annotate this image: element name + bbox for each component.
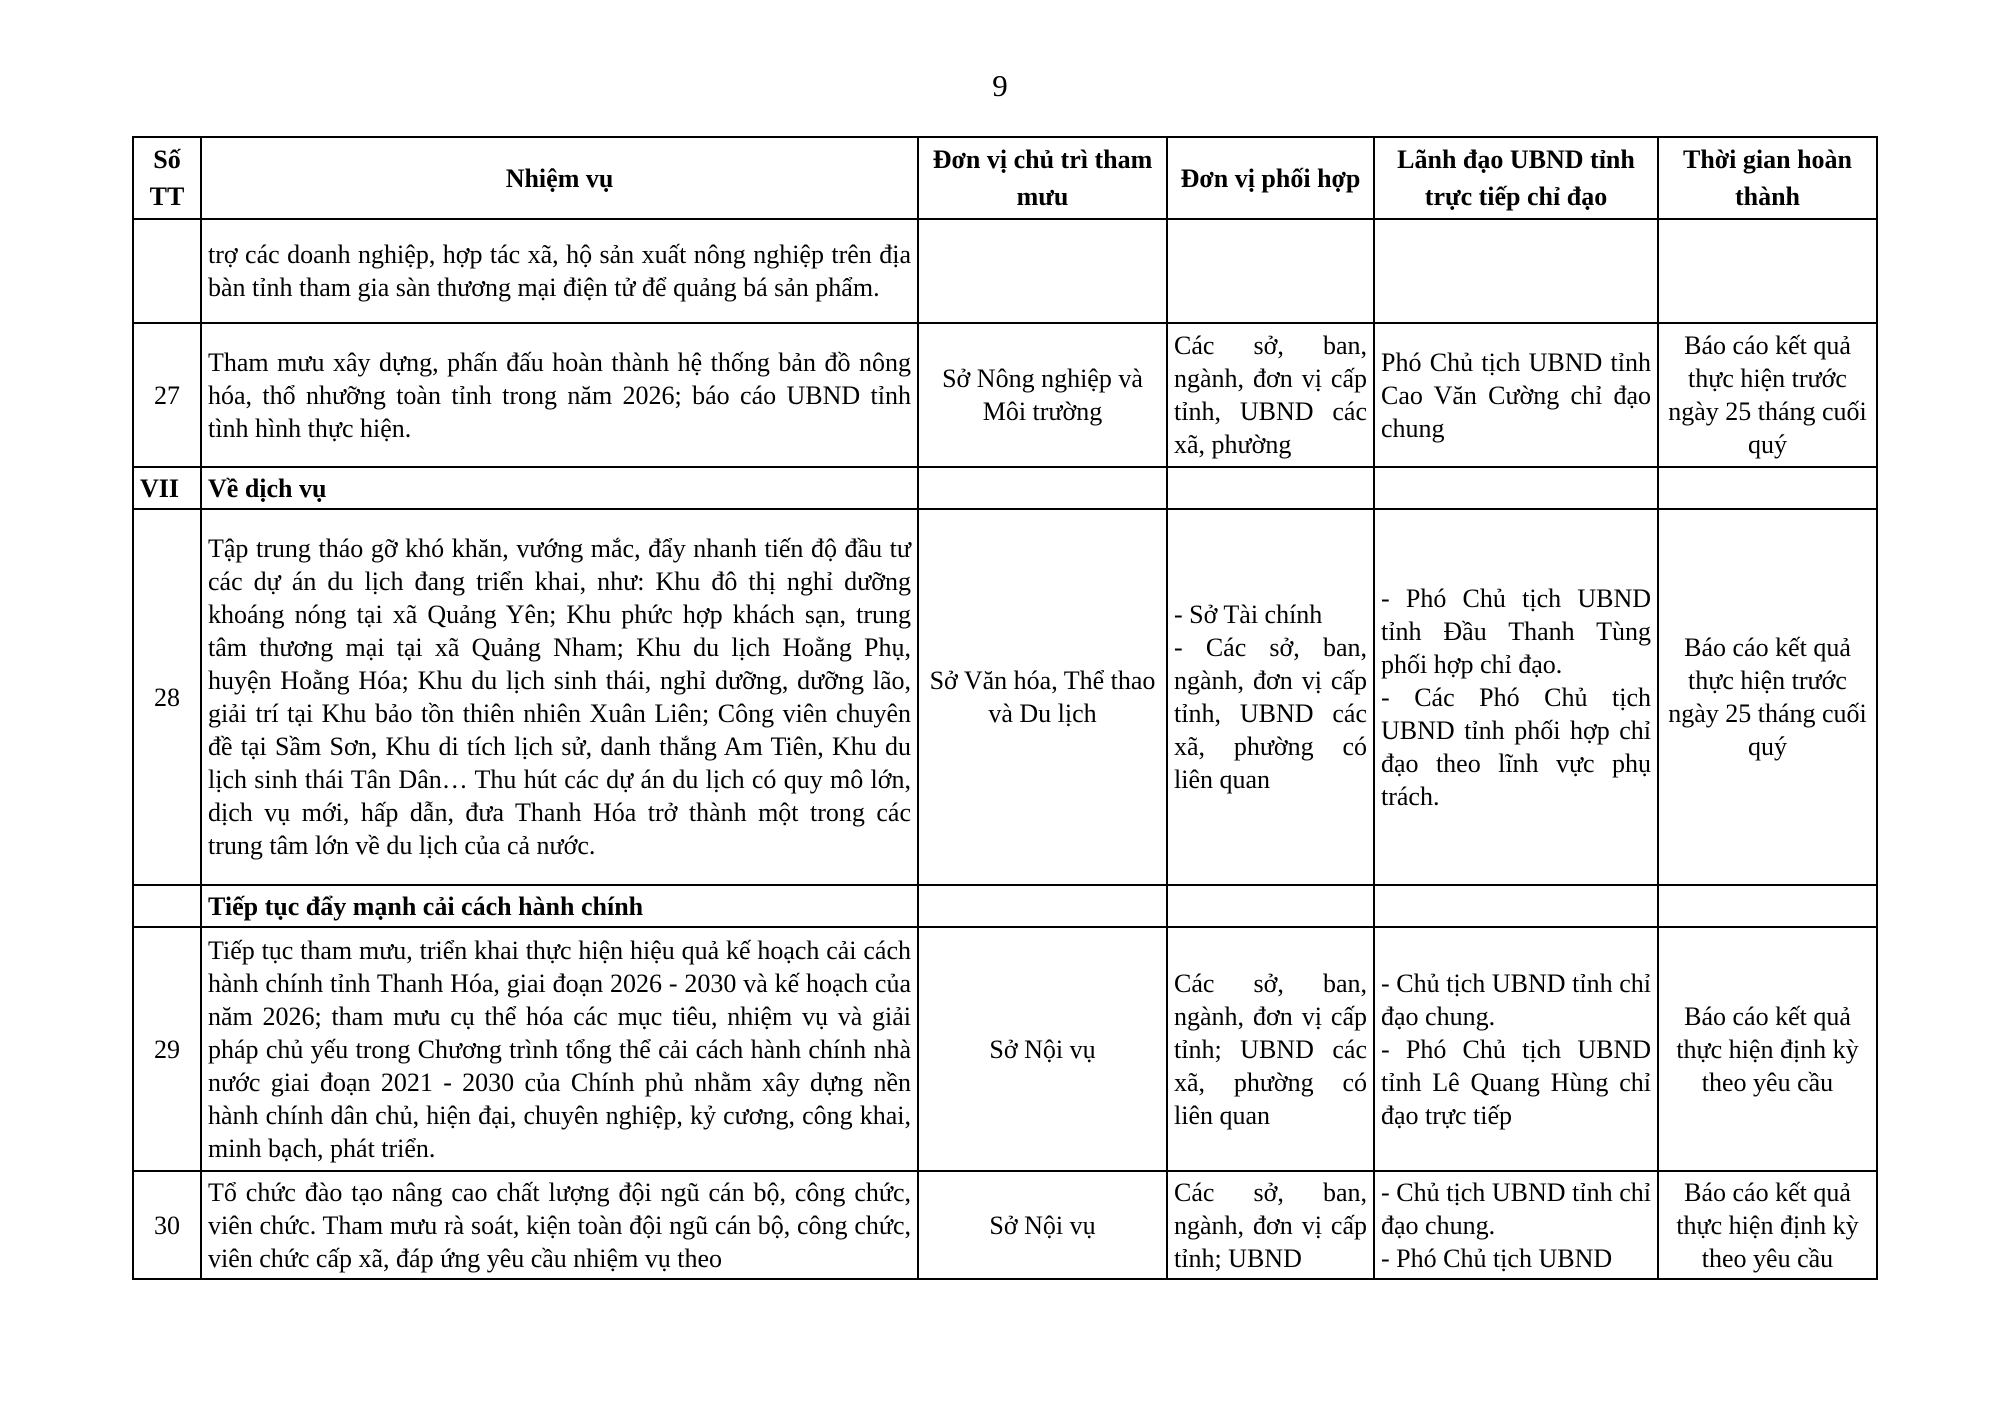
cell-lead: [1374, 927, 1658, 1171]
cell-coord: Các sở, ban, ngành, đơn vị cấp tỉnh, UBND các xã, phường: [1167, 323, 1374, 467]
table-row-continuation: [133, 219, 1877, 323]
cell-task: Tổ chức đào tạo nâng cao chất lượng đội ngũ cán bộ, công chức, viên chức. Tham mưu rà soát, kiện toàn đội ngũ cán bộ, công chức, viên chức cấp xã, đáp ứng yêu cầu nhiệm vụ theo: [201, 1171, 918, 1279]
coord-line-2: - Các sở, ban, ngành, đơn vị cấp tỉnh, UBND các xã, phường có liên quan: [1174, 633, 1367, 794]
cell-empty: [133, 885, 201, 927]
lead-line-1: - Chủ tịch UBND tỉnh chỉ đạo chung.: [1381, 968, 1651, 1031]
cell-empty: [1658, 467, 1877, 509]
page-number: 9: [992, 68, 1008, 103]
table-header-row: [133, 137, 1877, 219]
section-title: Về dịch vụ: [201, 467, 918, 509]
cell-task: Tập trung tháo gỡ khó khăn, vướng mắc, đẩy nhanh tiến độ đầu tư các dự án du lịch đang triển khai, như: Khu đô thị nghỉ dưỡng khoáng nóng tại xã Quảng Yên; Khu phức hợp khách sạn, trung tâm thương mại tại xã Quảng Nham; Khu du lịch Hoằng Phụ, huyện Hoằng Hóa; Khu du lịch sinh thái, nghỉ dưỡng, dưỡng lão, giải trí tại Khu bảo tồn thiên nhiên Xuân Liên; Công viên chuyên đề tại Sầm Sơn, Khu di tích lịch sử, danh thắng Am Tiên, Khu du lịch sinh thái Tân Dân… Thu hút các dự án du lịch có quy mô lớn, dịch vụ mới, hấp dẫn, đưa Thanh Hóa trở thành một trong các trung tâm lớn về du lịch của cả nước.: [201, 509, 918, 885]
cell-coord: [1167, 509, 1374, 885]
cell-time: Báo cáo kết quả thực hiện trước ngày 25 tháng cuối quý: [1658, 323, 1877, 467]
section-number: VII: [133, 467, 201, 509]
task-table: [132, 136, 1878, 1280]
cell-empty: [918, 885, 1167, 927]
cell-empty: [1374, 467, 1658, 509]
header-don-vi-phoi-hop: Đơn vị phối hợp: [1167, 137, 1374, 219]
lead-line-2: - Phó Chủ tịch UBND: [1381, 1243, 1613, 1273]
cell-time: Báo cáo kết quả thực hiện định kỳ theo yêu cầu: [1658, 1171, 1877, 1279]
lead-line-1: - Chủ tịch UBND tỉnh chỉ đạo chung.: [1381, 1177, 1651, 1240]
header-don-vi-chu-tri: Đơn vị chủ trì tham mưu: [918, 137, 1167, 219]
subsection-title: Tiếp tục đẩy mạnh cải cách hành chính: [201, 885, 918, 927]
cell-coord: Các sở, ban, ngành, đơn vị cấp tỉnh; UBND các xã, phường có liên quan: [1167, 927, 1374, 1171]
cell-time: Báo cáo kết quả thực hiện định kỳ theo yêu cầu: [1658, 927, 1877, 1171]
cell-num: 28: [133, 509, 201, 885]
cell-empty: [1374, 885, 1658, 927]
cell-empty: [918, 467, 1167, 509]
cell-unit: Sở Nông nghiệp và Môi trường: [918, 323, 1167, 467]
cell-num: [133, 219, 201, 323]
lead-line-2: - Phó Chủ tịch UBND tỉnh Lê Quang Hùng chỉ đạo trực tiếp: [1381, 1034, 1651, 1130]
subsection-row: [133, 885, 1877, 927]
lead-line-1: - Phó Chủ tịch UBND tỉnh Đầu Thanh Tùng phối hợp chỉ đạo.: [1381, 583, 1651, 679]
table-row-27: [133, 323, 1877, 467]
lead-line-2: - Các Phó Chủ tịch UBND tỉnh phối hợp chỉ đạo theo lĩnh vực phụ trách.: [1381, 682, 1651, 811]
section-row-vii: [133, 467, 1877, 509]
cell-empty: [1167, 467, 1374, 509]
table-row-30: [133, 1171, 1877, 1279]
cell-task: trợ các doanh nghiệp, hợp tác xã, hộ sản xuất nông nghiệp trên địa bàn tỉnh tham gia sàn thương mại điện tử để quảng bá sản phẩm.: [201, 219, 918, 323]
cell-num: 27: [133, 323, 201, 467]
coord-line-1: - Sở Tài chính: [1174, 600, 1323, 629]
cell-unit: Sở Nội vụ: [918, 927, 1167, 1171]
cell-unit: Sở Nội vụ: [918, 1171, 1167, 1279]
cell-time: [1658, 219, 1877, 323]
cell-lead: [1374, 219, 1658, 323]
cell-empty: [1658, 885, 1877, 927]
cell-unit: Sở Văn hóa, Thể thao và Du lịch: [918, 509, 1167, 885]
header-lanh-dao: Lãnh đạo UBND tỉnh trực tiếp chỉ đạo: [1374, 137, 1658, 219]
table-row-29: [133, 927, 1877, 1171]
cell-empty: [1167, 885, 1374, 927]
table-row-28: [133, 509, 1877, 885]
cell-num: 29: [133, 927, 201, 1171]
header-nhiem-vu: Nhiệm vụ: [201, 137, 918, 219]
cell-lead: [1374, 509, 1658, 885]
header-so-tt: Số TT: [133, 137, 201, 219]
cell-task: Tiếp tục tham mưu, triển khai thực hiện hiệu quả kế hoạch cải cách hành chính tỉnh Thanh Hóa, giai đoạn 2026 - 2030 và kế hoạch của năm 2026; tham mưu cụ thể hóa các mục tiêu, nhiệm vụ và giải pháp chủ yếu trong Chương trình tổng thể cải cách hành chính nhà nước giai đoạn 2021 - 2030 của Chính phủ nhằm xây dựng nền hành chính dân chủ, hiện đại, chuyên nghiệp, kỷ cương, công khai, minh bạch, phát triển.: [201, 927, 918, 1171]
cell-time: Báo cáo kết quả thực hiện trước ngày 25 tháng cuối quý: [1658, 509, 1877, 885]
cell-coord: Các sở, ban, ngành, đơn vị cấp tỉnh; UBND: [1167, 1171, 1374, 1279]
cell-task: Tham mưu xây dựng, phấn đấu hoàn thành hệ thống bản đồ nông hóa, thổ nhưỡng toàn tỉnh trong năm 2026; báo cáo UBND tỉnh tình hình thực hiện.: [201, 323, 918, 467]
cell-coord: [1167, 219, 1374, 323]
cell-unit: [918, 219, 1167, 323]
cell-lead: [1374, 1171, 1658, 1279]
cell-lead: Phó Chủ tịch UBND tỉnh Cao Văn Cường chỉ đạo chung: [1374, 323, 1658, 467]
header-thoi-gian: Thời gian hoàn thành: [1658, 137, 1877, 219]
cell-num: 30: [133, 1171, 201, 1279]
